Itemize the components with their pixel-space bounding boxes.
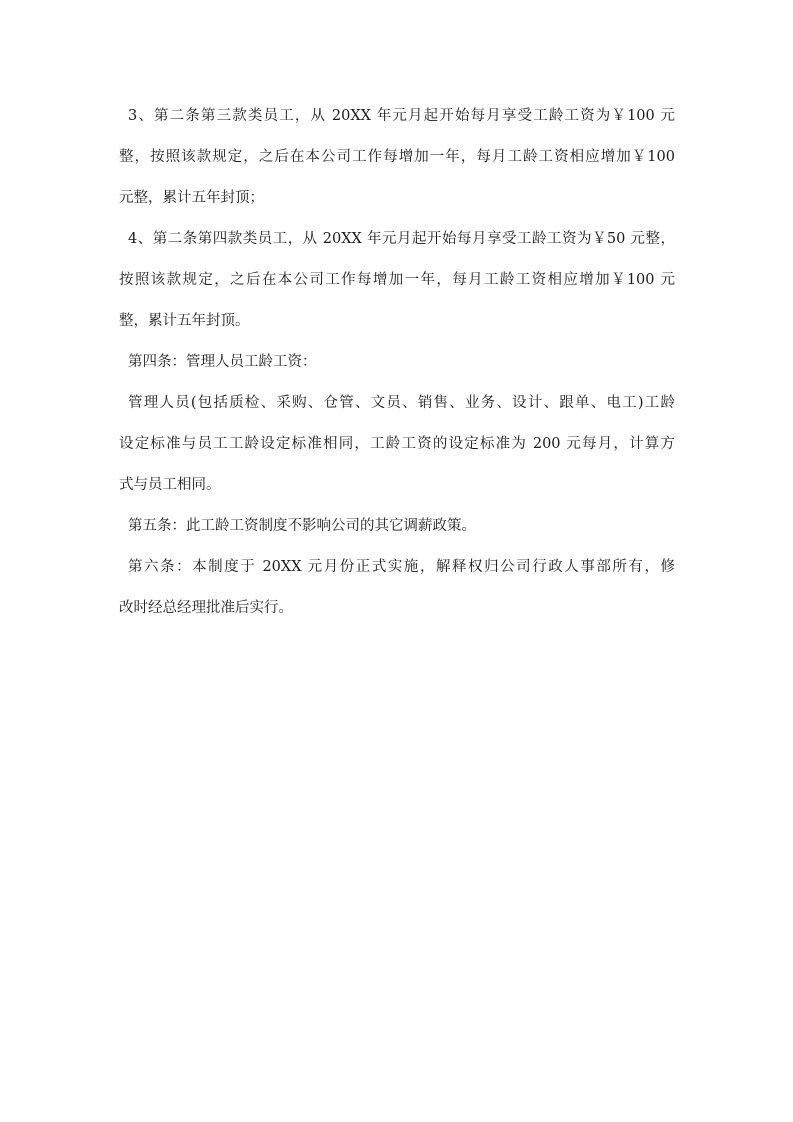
text-line: 按照该款规定，之后在本公司工作每增加一年，每月工龄工资相应增加￥100 元 (119, 272, 675, 288)
paragraph-article-4-heading (119, 346, 675, 387)
paragraph-article-5 (119, 510, 675, 551)
text-line: 3、第二条第三款类员工，从 20XX 年元月起开始每月享受工龄工资为￥100 元 (128, 108, 675, 124)
text-line: 第四条：管理人员工龄工资： (128, 354, 317, 370)
text-line: 设定标准与员工工龄设定标准相同，工龄工资的设定标准为 200 元每月，计算方 (119, 436, 675, 452)
text-line: 第五条：此工龄工资制度不影响公司的其它调薪政策。 (128, 518, 476, 534)
paragraph-clause-4 (119, 223, 675, 346)
text-line: 整，累计五年封顶。 (119, 313, 250, 329)
text-line: 第六条：本制度于 20XX 元月份正式实施，解释权归公司行政人事部所有，修 (128, 559, 675, 575)
text-line: 改时经总经理批准后实行。 (119, 600, 293, 616)
text-line: 整，按照该款规定，之后在本公司工作每增加一年，每月工龄工资相应增加￥100 (119, 149, 675, 165)
paragraph-clause-3 (119, 100, 675, 223)
text-line: 4、第二条第四款类员工，从 20XX 年元月起开始每月享受工龄工资为￥50 元整， (128, 231, 675, 247)
text-line: 管理人员(包括质检、采购、仓管、文员、销售、业务、设计、跟单、电工)工龄 (128, 395, 675, 411)
paragraph-management-staff (119, 387, 675, 510)
document-body (119, 100, 675, 633)
text-line: 式与员工相同。 (119, 477, 221, 493)
paragraph-article-6 (119, 551, 675, 633)
text-line: 元整，累计五年封顶； (119, 190, 264, 206)
